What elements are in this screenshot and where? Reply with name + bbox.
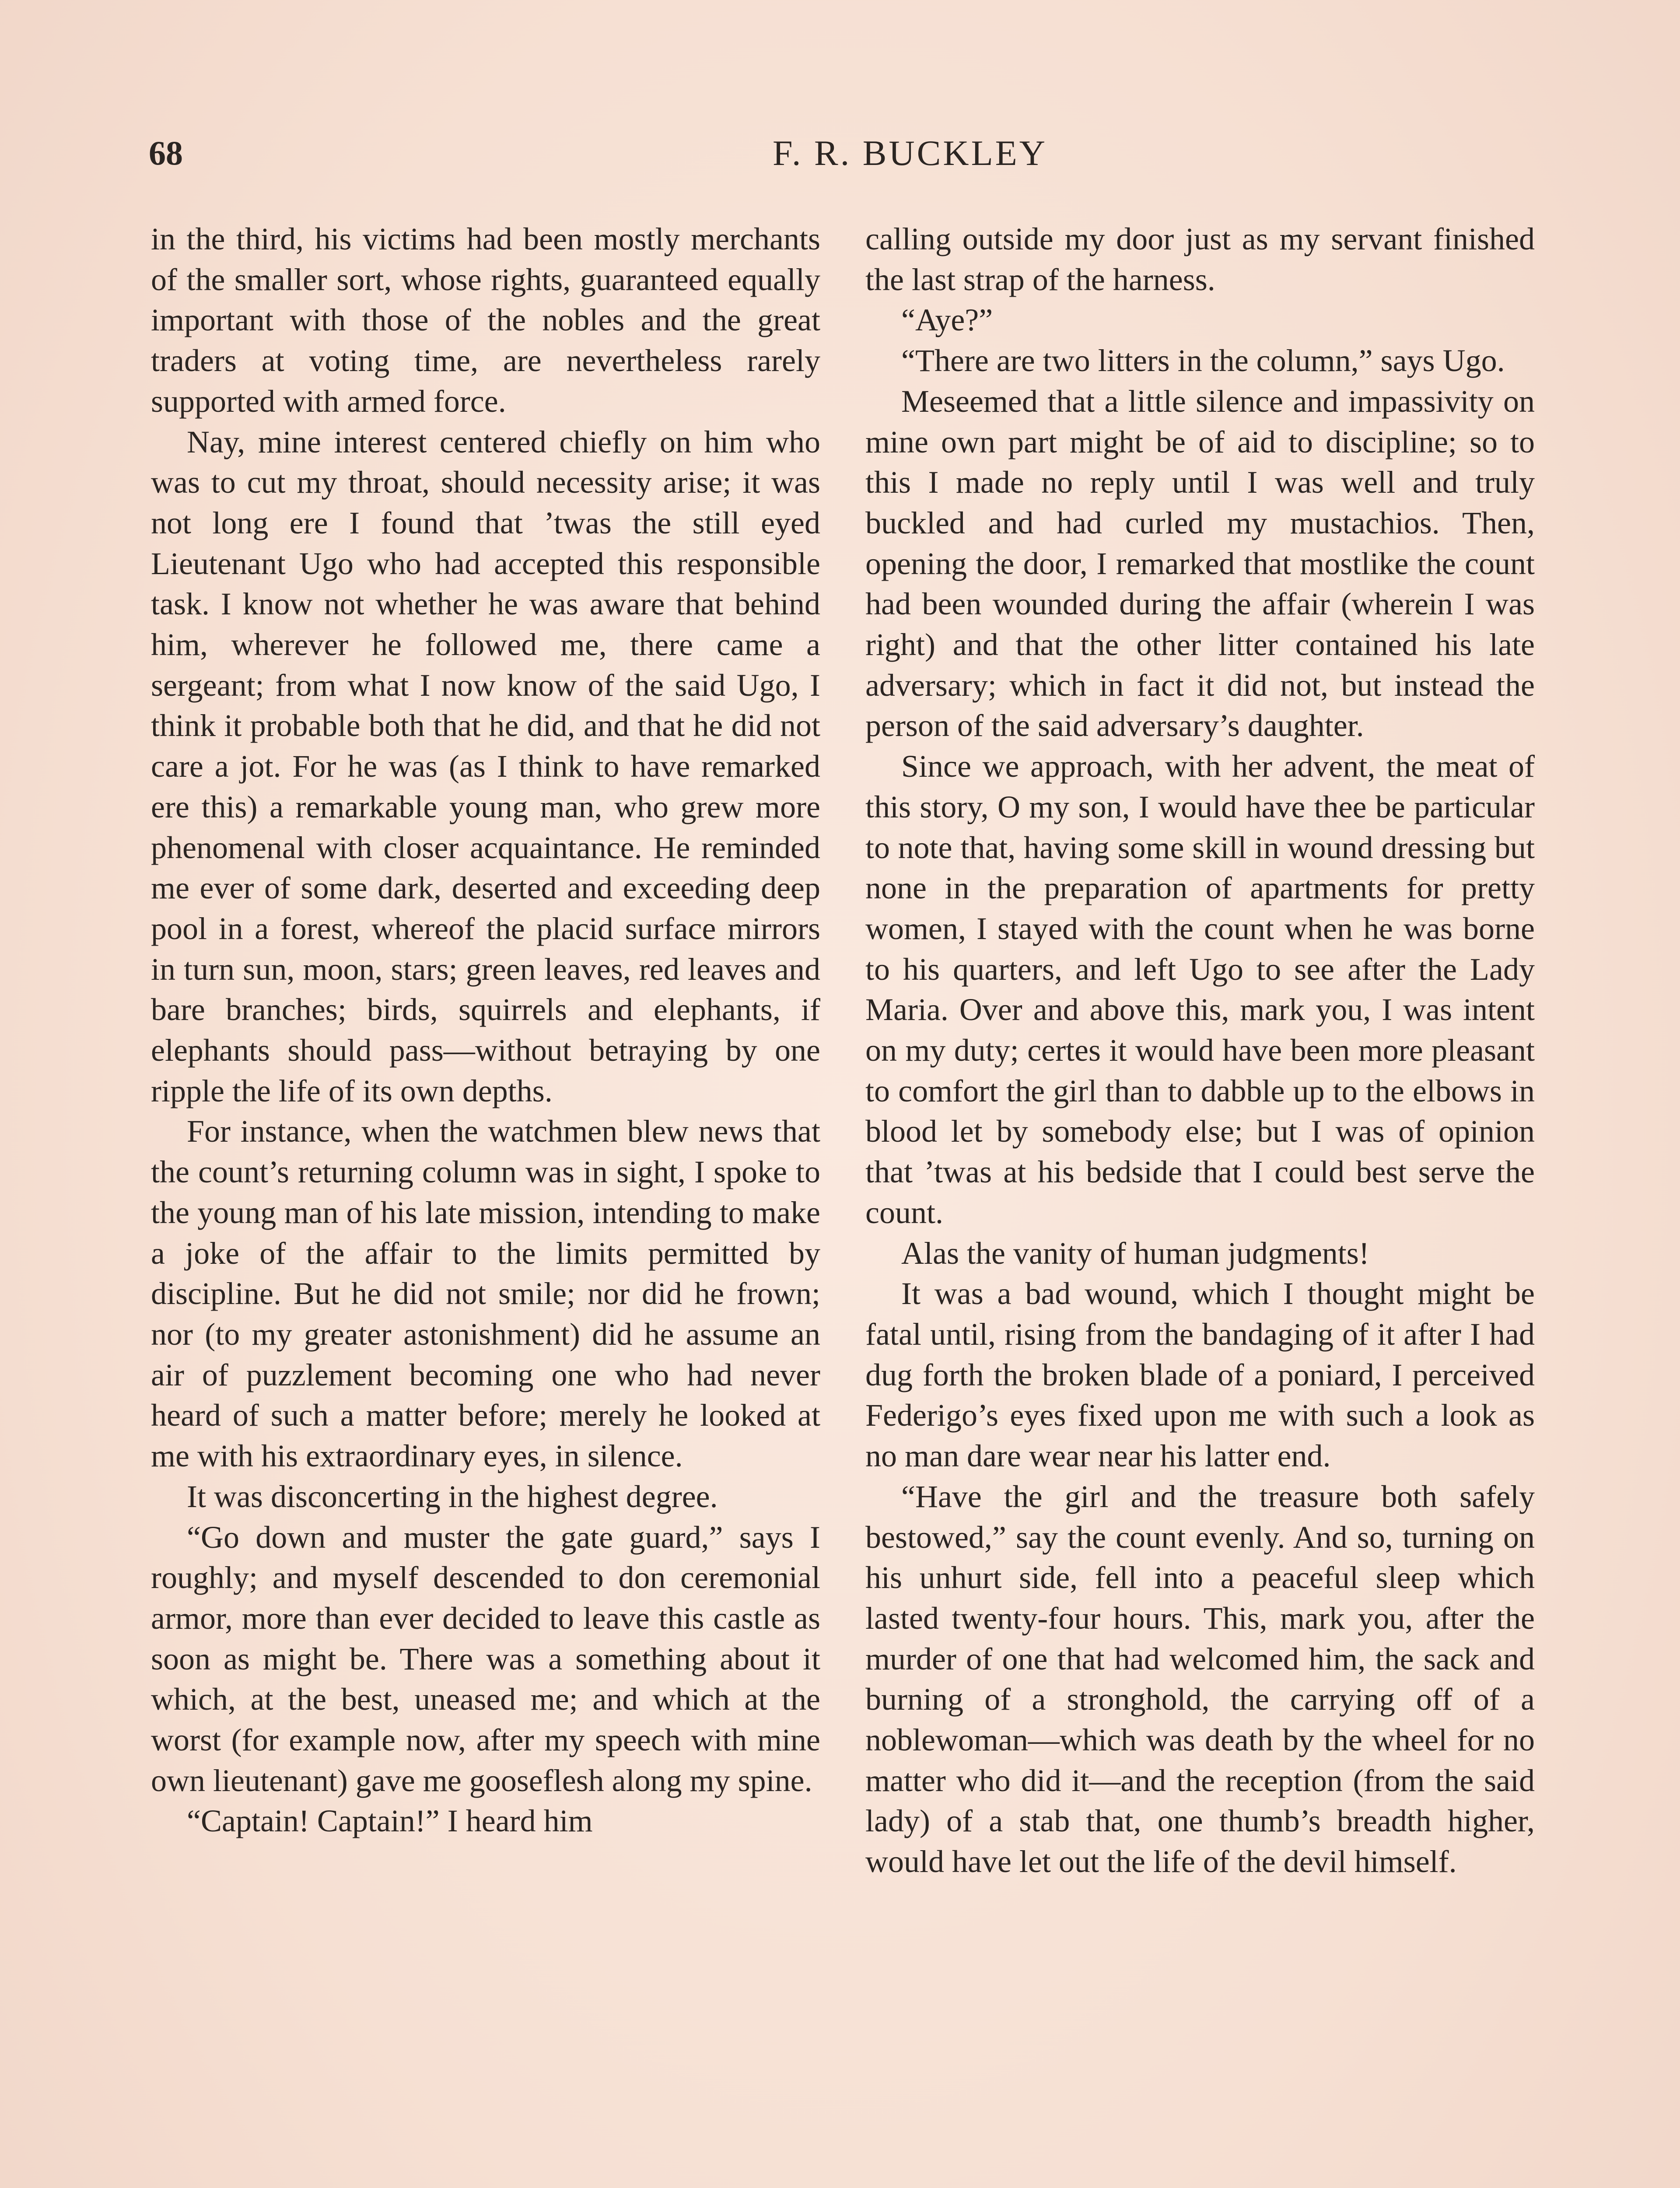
page-header [149, 127, 1549, 179]
paragraph: It was a bad wound, which I thought might be fatal until, rising from the bandaging of it after I had dug forth the broken blade of a poniard, I perceived Federigo’s eyes fixed upon me with such a look as no man dare wear near his latter end. [865, 1276, 1535, 1474]
paragraph: “Go down and muster the gate guard,” says I roughly; and myself descended to don ceremonial armor, more than ever decided to leave this castle as soon as might be. There was a something about it which, at the best, uneased me; and which at the worst (for example now, after my speech with mine own lieutenant) gave me gooseflesh along my spine. [151, 1519, 820, 1798]
paragraph: Alas the vanity of human judgments! [901, 1235, 1369, 1271]
paragraph: “Have the girl and the treasure both safely bestowed,” say the count evenly. And so, turning on his unhurt side, fell into a peaceful sleep which lasted twenty-four hours. This, mark you, after the murder of one that had welcomed him, the sack and burning of a stronghold, the carrying off of a noblewoman—which was death by the wheel for no matter who did it—and the reception (from the said lady) of a stab that, one thumb’s breadth higher, would have let out the life of the devil himself. [865, 1479, 1535, 1879]
text-column-right [865, 219, 1535, 1882]
paragraph: in the third, his victims had been mostly merchants of the smaller sort, whose rights, guaranteed equally important with those of the nobles and the great traders at voting time, are nevertheless rarely supported with armed force. [151, 221, 820, 419]
paragraph: Since we approach, with her advent, the meat of this story, O my son, I would have thee be particular to note that, having some skill in wound dressing but none in the preparation of apartments for pretty women, I stayed with the count when he was borne to his quarters, and left Ugo to see after the Lady Maria. Over and above this, mark you, I was intent on my duty; certes it would have been more pleasant to comfort the girl than to dabble up to the elbows in blood let by somebody else; but I was of opinion that ’twas at his bedside that I could best serve the count. [865, 749, 1535, 1230]
paragraph: calling outside my door just as my servant finished the last strap of the harness. [865, 221, 1535, 297]
paragraph: “Captain! Captain!” I heard him [187, 1803, 593, 1839]
paragraph: Meseemed that a little silence and impassivity on mine own part might be of aid to discipline; so to this I made no reply until I was well and truly buckled and had curled my mustachios. Then, opening the door, I remarked that mostlike the count had been wounded during the affair (wherein I was right) and that the other litter contained his late adversary; which in fact it did not, but instead the person of the said adversary’s daughter. [865, 383, 1535, 743]
text-column-left [151, 219, 820, 1841]
page-number: 68 [149, 134, 183, 172]
paragraph: Nay, mine interest centered chiefly on him who was to cut my throat, should necessity arise; it was not long ere I found that ’twas the still eyed Lieutenant Ugo who had accepted this responsible task. I know not whether he was aware that behind him, wherever he followed me, there came a sergeant; from what I now know of the said Ugo, I think it probable both that he did, and that he did not care a jot. For he was (as I think to have remarked ere this) a remarkable young man, who grew more phenomenal with closer acquaintance. He reminded me ever of some dark, deserted and exceeding deep pool in a forest, whereof the placid surface mirrors in turn sun, moon, stars; green leaves, red leaves and bare branches; birds, squirrels and elephants, if elephants should pass—without betraying by one ripple the life of its own depths. [151, 424, 820, 1108]
running-head: F. R. BUCKLEY [773, 133, 1047, 173]
paragraph: “Aye?” [901, 302, 993, 338]
paragraph: It was disconcerting in the highest degree. [187, 1479, 718, 1514]
paragraph: For instance, when the watchmen blew news that the count’s returning column was in sight, I spoke to the young man of his late mission, intending to make a joke of the affair to the limits permitted by discipline. But he did not smile; nor did he frown; nor (to my greater astonishment) did he assume an air of puzzlement becoming one who had never heard of such a matter before; merely he looked at me with his extraordinary eyes, in silence. [151, 1114, 820, 1474]
paragraph: “There are two litters in the column,” says Ugo. [901, 343, 1505, 379]
